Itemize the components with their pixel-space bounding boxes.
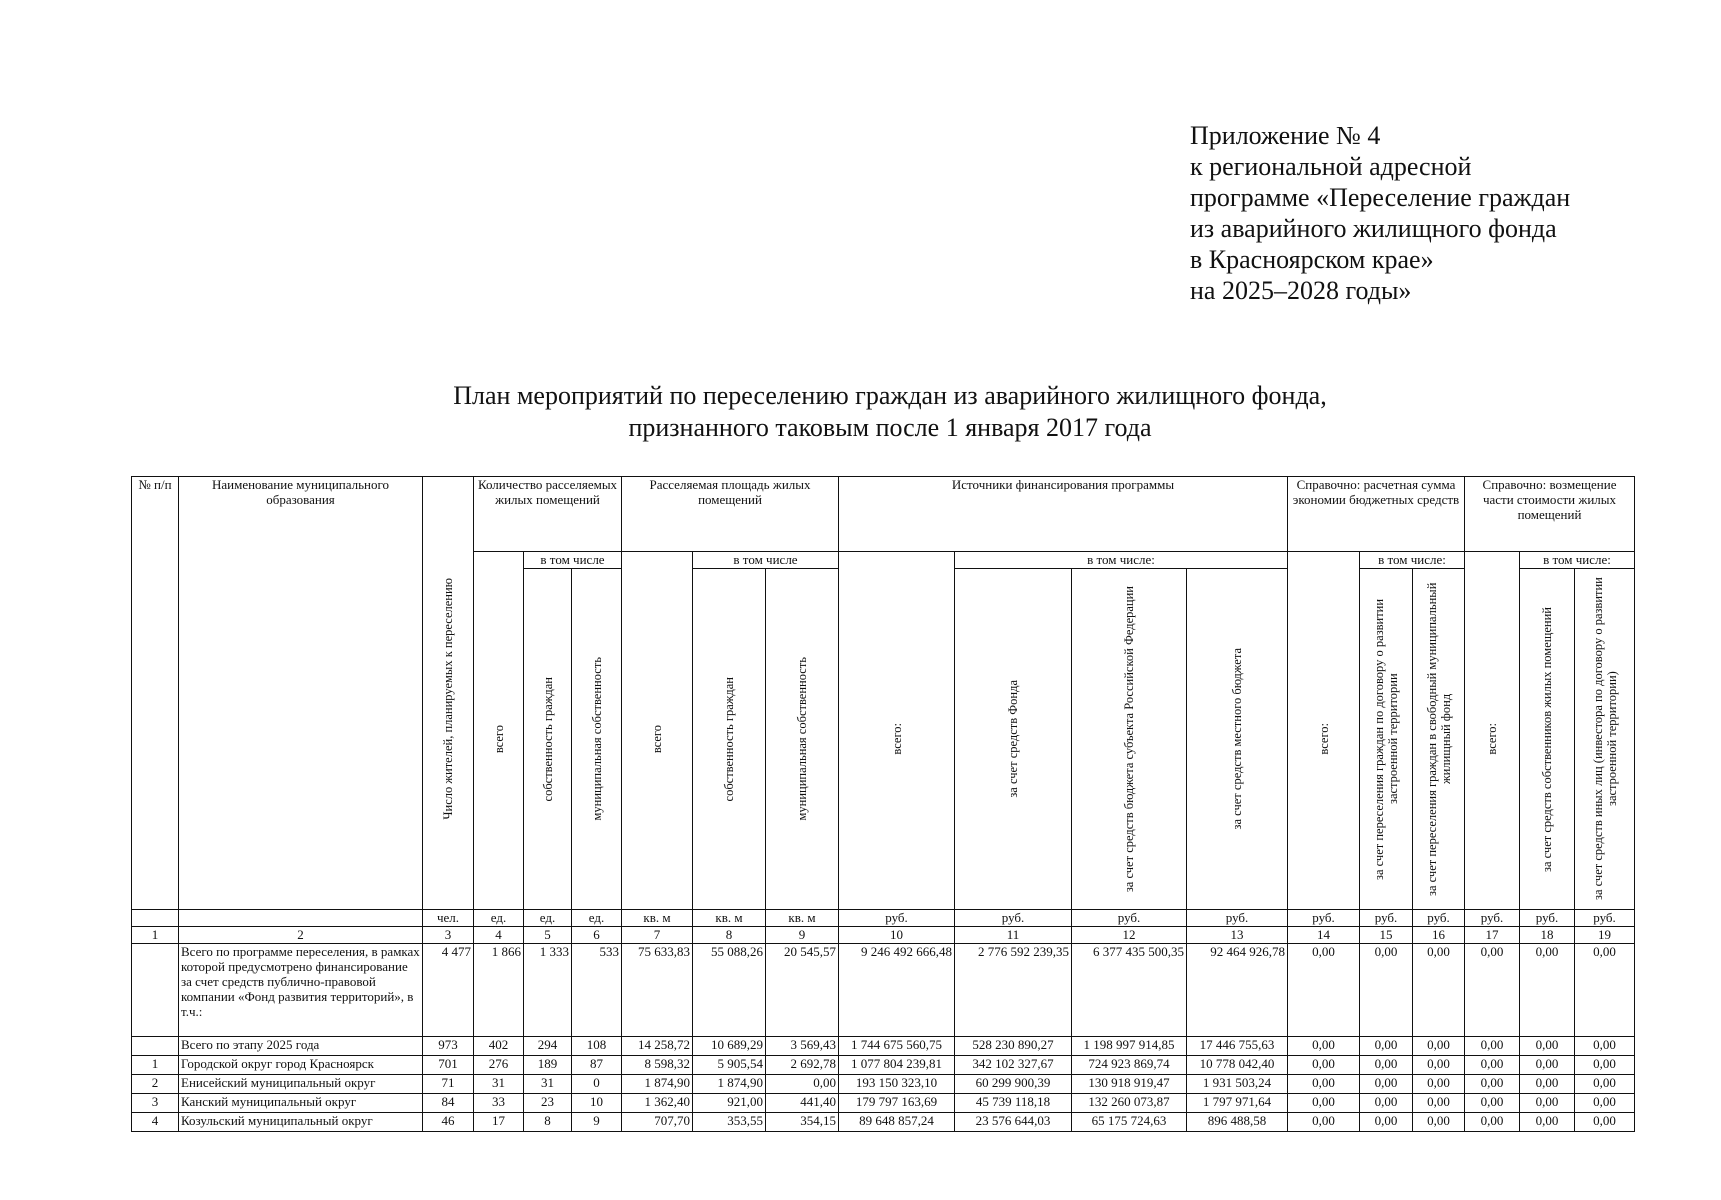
table-cell: 0,00 (1288, 1113, 1360, 1132)
table-cell: 0,00 (1413, 1056, 1465, 1075)
table-cell: 1 198 997 914,85 (1072, 1037, 1187, 1056)
table-cell: 55 088,26 (693, 944, 766, 1037)
header-fund: за счет средств Фонда (955, 569, 1072, 910)
table-cell: 10 778 042,40 (1187, 1056, 1288, 1075)
table-cell: 1 362,40 (622, 1094, 693, 1113)
table-cell: 0,00 (1360, 1075, 1413, 1094)
table-cell: 0,00 (1413, 1113, 1465, 1132)
table-cell: 92 464 926,78 (1187, 944, 1288, 1037)
table-cell: 75 633,83 (622, 944, 693, 1037)
document-title (120, 380, 1660, 444)
header-financing-group: Источники финансирования программы (839, 477, 1288, 552)
row-number: 4 (132, 1113, 179, 1132)
header-fin-incl: в том числе: (955, 552, 1288, 569)
table-cell: 10 689,29 (693, 1037, 766, 1056)
table-cell: 1 333 (524, 944, 572, 1037)
table-cell: 353,55 (693, 1113, 766, 1132)
municipality-name: Городской округ город Красноярск (179, 1056, 423, 1075)
unit-cell: руб. (1288, 910, 1360, 927)
table-row (132, 1075, 1635, 1094)
table-cell: 1 874,90 (693, 1075, 766, 1094)
table-cell: 973 (423, 1037, 474, 1056)
header-comp-incl: в том числе: (1520, 552, 1635, 569)
unit-cell: руб. (1413, 910, 1465, 927)
unit-cell (132, 910, 179, 927)
header-area-group: Расселяемая площадь жилых помещений (622, 477, 839, 552)
table-cell: 0,00 (1575, 1113, 1635, 1132)
header-econ-contract: за счет переселения граждан по договору о развитии застроенной территории (1360, 569, 1413, 910)
header-econ-total: всего: (1288, 552, 1360, 910)
header-local-budget: за счет средств местного бюджета (1187, 569, 1288, 910)
table-cell: 4 477 (423, 944, 474, 1037)
municipality-name: Козульский муниципальный округ (179, 1113, 423, 1132)
appendix-line: в Красноярском крае» (1190, 245, 1434, 274)
table-cell: 0,00 (1360, 944, 1413, 1037)
header-compensation-group: Справочно: возмещение части стоимости жилых помещений (1465, 477, 1635, 552)
table-cell: 921,00 (693, 1094, 766, 1113)
table-cell: 896 488,58 (1187, 1113, 1288, 1132)
table-cell: 31 (524, 1075, 572, 1094)
municipality-name: Всего по программе переселения, в рамках которой предусмотрено финансирование за счет средств публично-правовой компании «Фонд развития территорий», в т.ч.: (179, 944, 423, 1037)
column-numbers-row (132, 927, 1635, 944)
appendix-line: программе «Переселение граждан (1190, 183, 1571, 212)
table-cell: 0,00 (1413, 1094, 1465, 1113)
unit-cell: руб. (1187, 910, 1288, 927)
col-number: 7 (622, 927, 693, 944)
table-cell: 1 866 (474, 944, 524, 1037)
table-row (132, 1113, 1635, 1132)
table-cell: 0 (572, 1075, 622, 1094)
appendix-line: из аварийного жилищного фонда (1190, 214, 1557, 243)
title-line-1: План мероприятий по переселению граждан из аварийного жилищного фонда, (453, 381, 1327, 410)
table-cell: 0,00 (1413, 1037, 1465, 1056)
appendix-line: на 2025–2028 годы» (1190, 276, 1412, 305)
header-qty-incl: в том числе (524, 552, 622, 569)
table-cell: 1 744 675 560,75 (839, 1037, 955, 1056)
row-number (132, 944, 179, 1037)
table-cell: 0,00 (1360, 1056, 1413, 1075)
table-cell: 0,00 (1360, 1094, 1413, 1113)
row-number: 2 (132, 1075, 179, 1094)
unit-cell: руб. (955, 910, 1072, 927)
header-comp-others: за счет средств иных лиц (инвестора по договору о развитии застроенной территории) (1575, 569, 1635, 910)
col-number: 14 (1288, 927, 1360, 944)
col-number: 10 (839, 927, 955, 944)
header-residents: Число жителей, планируемых к переселению (423, 477, 474, 910)
table-cell: 354,15 (766, 1113, 839, 1132)
header-subject-budget: за счет средств бюджета субъекта Российской Федерации (1072, 569, 1187, 910)
unit-cell: чел. (423, 910, 474, 927)
col-number: 18 (1520, 927, 1575, 944)
row-number: 1 (132, 1056, 179, 1075)
table-cell: 0,00 (1465, 1075, 1520, 1094)
table-cell: 707,70 (622, 1113, 693, 1132)
table-cell: 3 569,43 (766, 1037, 839, 1056)
table-cell: 0,00 (1575, 1056, 1635, 1075)
table-cell: 46 (423, 1113, 474, 1132)
table-cell: 0,00 (1360, 1113, 1413, 1132)
col-number: 6 (572, 927, 622, 944)
table-cell: 5 905,54 (693, 1056, 766, 1075)
table-cell: 17 (474, 1113, 524, 1132)
table-row (132, 1056, 1635, 1075)
header-fin-total: всего: (839, 552, 955, 910)
table-cell: 65 175 724,63 (1072, 1113, 1187, 1132)
table-cell: 179 797 163,69 (839, 1094, 955, 1113)
table-row (132, 1094, 1635, 1113)
table-cell: 342 102 327,67 (955, 1056, 1072, 1075)
table-cell: 0,00 (1575, 944, 1635, 1037)
table-cell: 0,00 (1520, 1056, 1575, 1075)
col-number: 19 (1575, 927, 1635, 944)
table-cell: 89 648 857,24 (839, 1113, 955, 1132)
unit-cell: ед. (474, 910, 524, 927)
table-cell: 23 576 644,03 (955, 1113, 1072, 1132)
appendix-line: к региональной адресной (1190, 152, 1472, 181)
col-number: 5 (524, 927, 572, 944)
table-cell: 0,00 (1288, 1094, 1360, 1113)
table-row (132, 944, 1635, 1037)
units-row (132, 910, 1635, 927)
col-number: 8 (693, 927, 766, 944)
table-cell: 8 (524, 1113, 572, 1132)
col-number: 4 (474, 927, 524, 944)
header-name: Наименование муниципального образования (179, 477, 423, 910)
header-area-citizens: собственность граждан (693, 569, 766, 910)
row-number: 3 (132, 1094, 179, 1113)
table-cell: 33 (474, 1094, 524, 1113)
col-number: 13 (1187, 927, 1288, 944)
table-cell: 71 (423, 1075, 474, 1094)
unit-cell: руб. (839, 910, 955, 927)
municipality-name: Енисейский муниципальный округ (179, 1075, 423, 1094)
header-qty-citizens: собственность граждан (524, 569, 572, 910)
table-cell: 0,00 (1288, 1037, 1360, 1056)
header-area-incl: в том числе (693, 552, 839, 569)
col-number: 3 (423, 927, 474, 944)
table-cell: 10 (572, 1094, 622, 1113)
header-economy-group: Справочно: расчетная сумма экономии бюджетных средств (1288, 477, 1465, 552)
table-cell: 45 739 118,18 (955, 1094, 1072, 1113)
table-cell: 0,00 (1465, 944, 1520, 1037)
unit-cell: руб. (1360, 910, 1413, 927)
table-cell: 0,00 (1465, 1094, 1520, 1113)
table-cell: 0,00 (1575, 1094, 1635, 1113)
col-number: 12 (1072, 927, 1187, 944)
table-cell: 0,00 (766, 1075, 839, 1094)
table-cell: 0,00 (1520, 1094, 1575, 1113)
table-cell: 276 (474, 1056, 524, 1075)
resettlement-plan-table (131, 476, 1635, 1132)
table-cell: 1 874,90 (622, 1075, 693, 1094)
unit-cell: руб. (1575, 910, 1635, 927)
unit-cell: руб. (1072, 910, 1187, 927)
unit-cell: руб. (1520, 910, 1575, 927)
table-cell: 533 (572, 944, 622, 1037)
table-cell: 0,00 (1288, 1056, 1360, 1075)
table-cell: 441,40 (766, 1094, 839, 1113)
table-row (132, 1037, 1635, 1056)
col-number: 17 (1465, 927, 1520, 944)
header-econ-incl: в том числе: (1360, 552, 1465, 569)
table-cell: 87 (572, 1056, 622, 1075)
table-cell: 6 377 435 500,35 (1072, 944, 1187, 1037)
table-cell: 0,00 (1465, 1056, 1520, 1075)
table-cell: 9 246 492 666,48 (839, 944, 955, 1037)
header-comp-total: всего: (1465, 552, 1520, 910)
header-econ-free: за счет переселения граждан в свободный муниципальный жилищный фонд (1413, 569, 1465, 910)
table-cell: 0,00 (1575, 1037, 1635, 1056)
unit-cell: ед. (572, 910, 622, 927)
col-number: 2 (179, 927, 423, 944)
table-cell: 2 776 592 239,35 (955, 944, 1072, 1037)
table-cell: 1 797 971,64 (1187, 1094, 1288, 1113)
table-cell: 1 077 804 239,81 (839, 1056, 955, 1075)
table-cell: 2 692,78 (766, 1056, 839, 1075)
col-number: 16 (1413, 927, 1465, 944)
title-line-2: признанного таковым после 1 января 2017 года (628, 413, 1152, 442)
table-cell: 189 (524, 1056, 572, 1075)
table-cell: 9 (572, 1113, 622, 1132)
table-cell: 724 923 869,74 (1072, 1056, 1187, 1075)
table-cell: 20 545,57 (766, 944, 839, 1037)
table-cell: 0,00 (1360, 1037, 1413, 1056)
table-cell: 0,00 (1520, 1075, 1575, 1094)
table-cell: 0,00 (1465, 1037, 1520, 1056)
table-cell: 8 598,32 (622, 1056, 693, 1075)
header-quantity-group: Количество расселяемых жилых помещений (474, 477, 622, 552)
col-number: 11 (955, 927, 1072, 944)
appendix-block (1190, 120, 1690, 306)
table-cell: 0,00 (1288, 1075, 1360, 1094)
table-cell: 31 (474, 1075, 524, 1094)
table-cell: 1 931 503,24 (1187, 1075, 1288, 1094)
table-cell: 0,00 (1413, 944, 1465, 1037)
table-cell: 130 918 919,47 (1072, 1075, 1187, 1094)
col-number: 15 (1360, 927, 1413, 944)
table-cell: 60 299 900,39 (955, 1075, 1072, 1094)
header-area-total: всего (622, 552, 693, 910)
unit-cell: руб. (1465, 910, 1520, 927)
unit-cell: ед. (524, 910, 572, 927)
unit-cell: кв. м (622, 910, 693, 927)
table-body (132, 944, 1635, 1132)
appendix-line: Приложение № 4 (1190, 121, 1381, 150)
municipality-name: Канский муниципальный округ (179, 1094, 423, 1113)
table-cell: 108 (572, 1037, 622, 1056)
table-cell: 14 258,72 (622, 1037, 693, 1056)
header-num: № п/п (132, 477, 179, 910)
table-cell: 294 (524, 1037, 572, 1056)
table-cell: 0,00 (1520, 1113, 1575, 1132)
header-comp-owners: за счет средств собственников жилых помещений (1520, 569, 1575, 910)
table-cell: 0,00 (1465, 1113, 1520, 1132)
table-cell: 84 (423, 1094, 474, 1113)
table-cell: 701 (423, 1056, 474, 1075)
table-cell: 23 (524, 1094, 572, 1113)
table-cell: 193 150 323,10 (839, 1075, 955, 1094)
table-cell: 0,00 (1288, 944, 1360, 1037)
table-cell: 17 446 755,63 (1187, 1037, 1288, 1056)
table-cell: 132 260 073,87 (1072, 1094, 1187, 1113)
header-qty-municipal: муниципальная собственность (572, 569, 622, 910)
table-cell: 0,00 (1413, 1075, 1465, 1094)
header-qty-total: всего (474, 552, 524, 910)
table-cell: 402 (474, 1037, 524, 1056)
municipality-name: Всего по этапу 2025 года (179, 1037, 423, 1056)
table-cell: 528 230 890,27 (955, 1037, 1072, 1056)
unit-cell: кв. м (766, 910, 839, 927)
table-cell: 0,00 (1575, 1075, 1635, 1094)
unit-cell (179, 910, 423, 927)
table-cell: 0,00 (1520, 1037, 1575, 1056)
table-cell: 0,00 (1520, 944, 1575, 1037)
header-area-municipal: муниципальная собственность (766, 569, 839, 910)
col-number: 1 (132, 927, 179, 944)
col-number: 9 (766, 927, 839, 944)
row-number (132, 1037, 179, 1056)
unit-cell: кв. м (693, 910, 766, 927)
